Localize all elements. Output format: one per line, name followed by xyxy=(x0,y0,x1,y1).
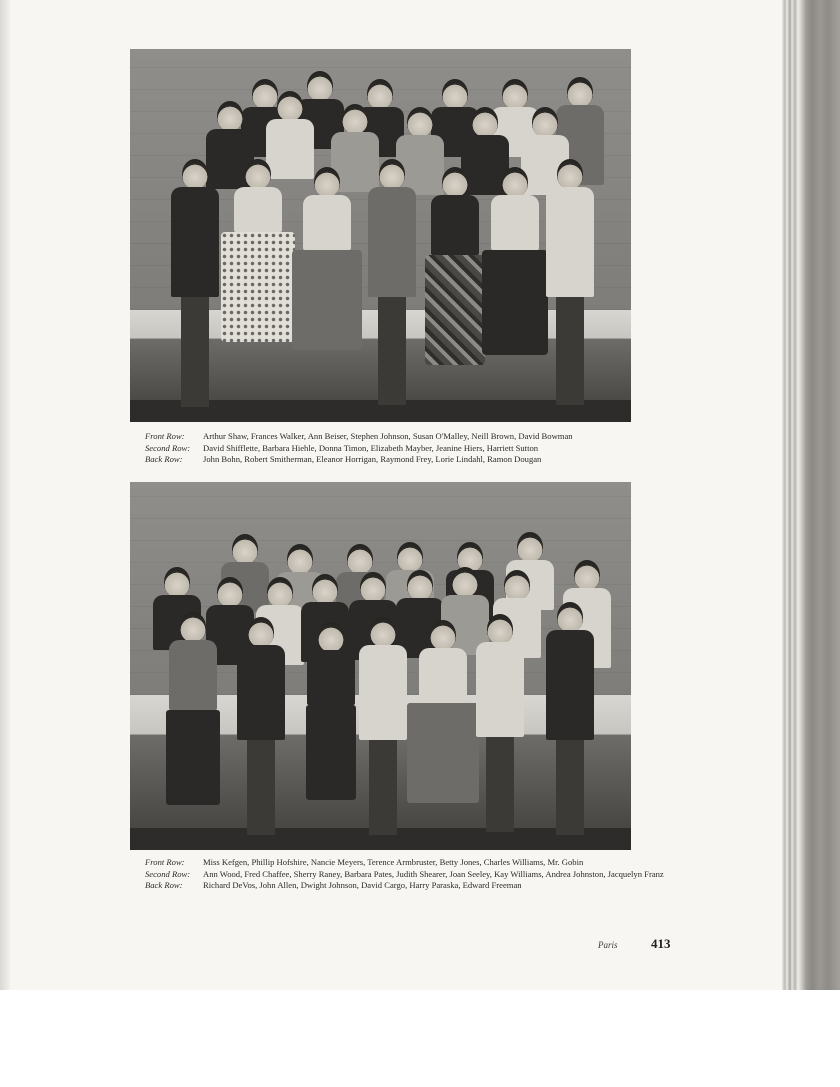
caption-photo-1 xyxy=(145,431,693,466)
page-number: 413 xyxy=(651,936,671,951)
back-row-caption xyxy=(145,454,693,466)
person xyxy=(545,159,595,409)
person xyxy=(367,159,417,409)
person xyxy=(236,617,286,842)
person xyxy=(418,620,468,840)
book-page-edges xyxy=(782,0,840,990)
front-row-caption xyxy=(145,857,693,869)
second-row-names: David Shifflette, Barbara Hiehle, Donna Timon, Elizabeth Mayber, Jeanine Hiers, Harriett Sutton xyxy=(203,442,539,453)
class-photo-1 xyxy=(130,49,631,422)
back-row-label: Back Row: xyxy=(145,454,183,465)
back-row-names: Richard DeVos, John Allen, Dwight Johnson, David Cargo, Harry Paraska, Edward Freeman xyxy=(203,880,522,891)
back-row-label: Back Row: xyxy=(145,880,183,891)
person xyxy=(430,167,480,407)
person xyxy=(170,159,220,409)
person xyxy=(233,159,283,409)
caption-photo-2 xyxy=(145,857,693,892)
person xyxy=(490,167,540,407)
front-row-label: Front Row: xyxy=(145,431,185,441)
back-row-names: John Bohn, Robert Smitherman, Eleanor Horrigan, Raymond Frey, Lorie Lindahl, Ramon Dougan xyxy=(203,454,542,465)
back-row-caption xyxy=(145,880,693,892)
front-row-names: Arthur Shaw, Frances Walker, Ann Beiser, Stephen Johnson, Susan O'Malley, Neill Brown, David Bowman xyxy=(203,431,573,441)
second-row-label: Second Row: xyxy=(145,868,191,879)
person xyxy=(302,167,352,407)
person xyxy=(545,602,595,842)
book-left-edge xyxy=(0,0,10,990)
person xyxy=(475,614,525,839)
second-row-names: Ann Wood, Fred Chaffee, Sherry Raney, Barbara Pates, Judith Shearer, Joan Seeley, Kay Williams, Andrea Johnston, Jacquelyn Franz xyxy=(203,868,664,879)
second-row-label: Second Row: xyxy=(145,442,191,453)
front-row-names: Miss Kefgen, Phillip Hofshire, Nancie Meyers, Terence Armbruster, Betty Jones, Charles Williams, Mr. Gobin xyxy=(203,857,584,867)
person xyxy=(306,622,356,837)
front-row-label: Front Row: xyxy=(145,857,185,867)
class-photo-2 xyxy=(130,482,631,850)
folio-label: Paris xyxy=(598,940,618,950)
front-row-caption xyxy=(145,431,693,443)
person xyxy=(168,612,218,842)
second-row-caption xyxy=(145,869,693,881)
second-row-caption xyxy=(145,443,693,455)
person xyxy=(358,617,408,842)
